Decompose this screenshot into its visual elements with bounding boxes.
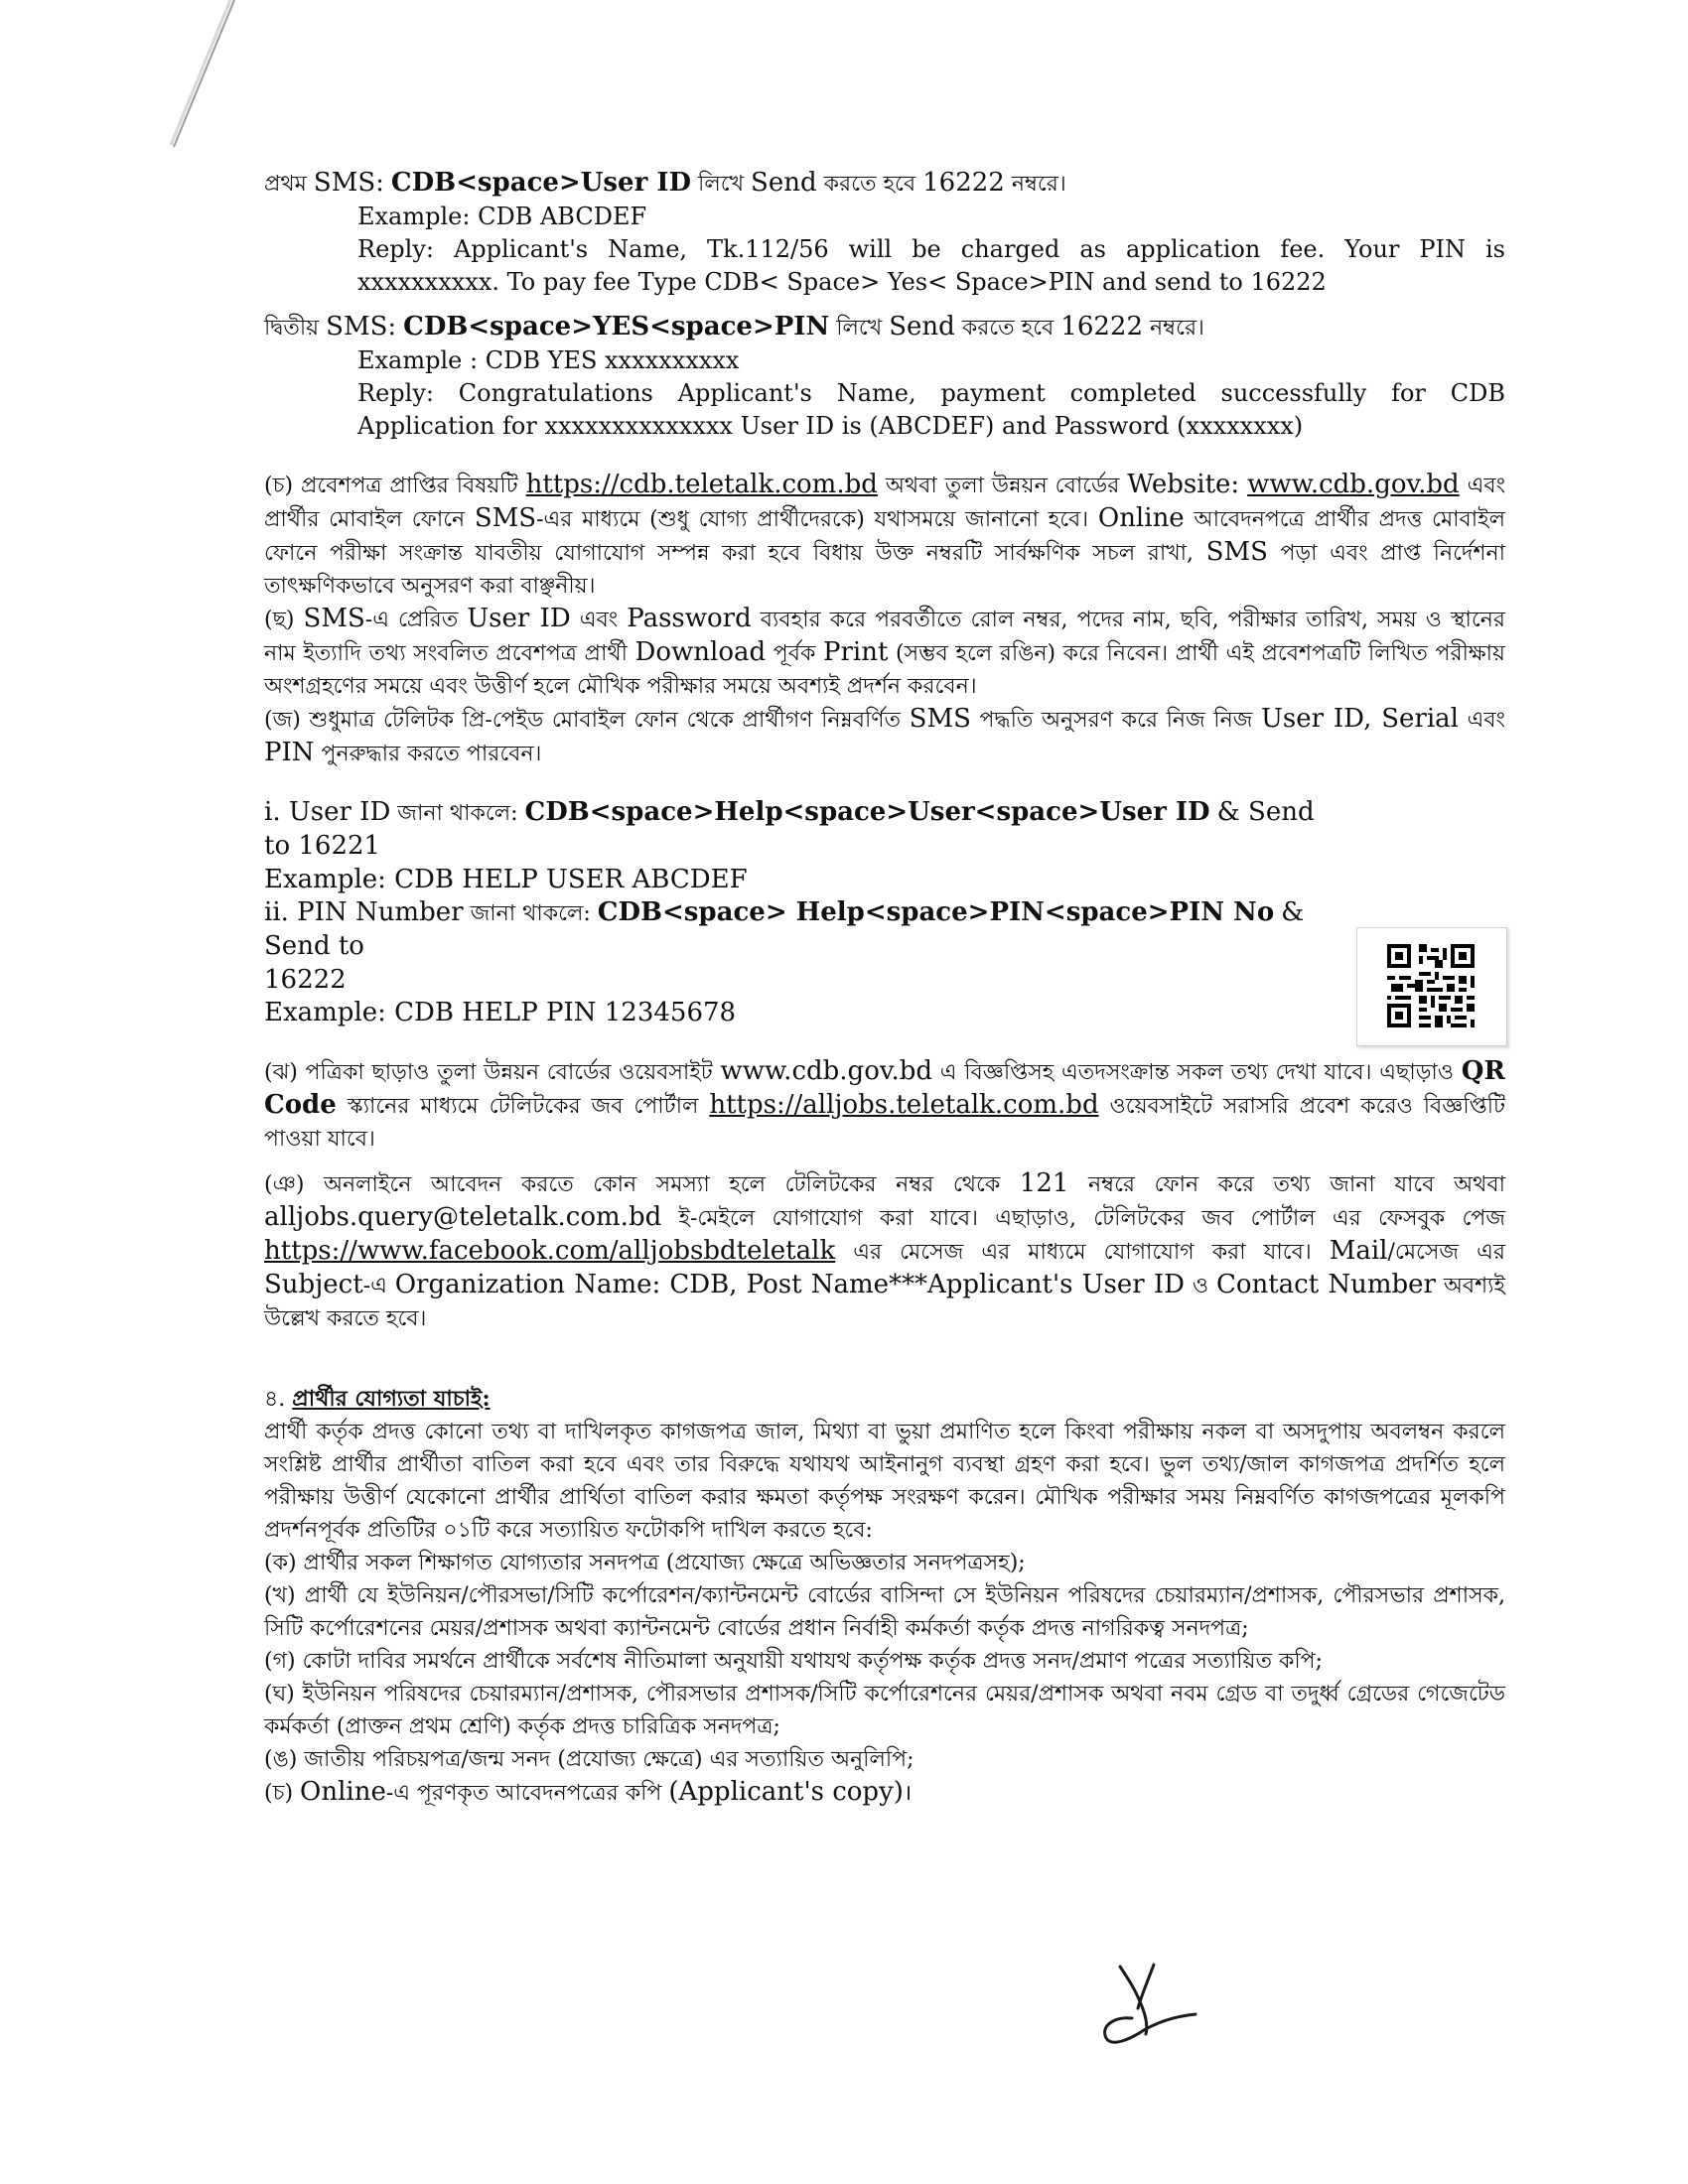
facebook-link[interactable]: https://www.facebook.com/alljobsbdteletalk xyxy=(264,1236,836,1266)
instruction-text: লিখে xyxy=(698,172,745,197)
alljobs-link[interactable]: https://alljobs.teletalk.com.bd xyxy=(709,1090,1099,1120)
sms-word: SMS: xyxy=(313,168,384,198)
retrieval-list xyxy=(264,796,1332,1029)
sms-number: 16222 xyxy=(922,168,1005,198)
cdb-website-link[interactable]: www.cdb.gov.bd xyxy=(1247,470,1460,499)
first-sms-command: CDB<space>User ID xyxy=(390,168,692,198)
document-item-kha: (খ) প্রার্থী যে ইউনিয়ন/পৌরসভা/সিটি কর্পোরেশন/ক্যান্টনমেন্ট বোর্ডের বাসিন্দা সে ইউনিয়ন পরিষদের চেয়ারম্যান/প্রশাসক, পৌরসভার প্রশাসক, সিটি কর্পোরেশনের মেয়র/প্রশাসক অথবা ক্যান্টনমেন্ট বোর্ডের প্রধান নির্বাহী কর্মকর্তা কর্তৃক প্রদত্ত নাগরিকত্ব সনদপত্র; xyxy=(264,1583,1505,1641)
document-item-umo: (ঙ) জাতীয় পরিচয়পত্র/জন্ম সনদ (প্রযোজ্য ক্ষেত্রে) এর সত্যায়িত অনুলিপি; xyxy=(264,1747,914,1772)
cdb-teletalk-link[interactable]: https://cdb.teletalk.com.bd xyxy=(525,470,878,499)
instruction-text: করতে হবে xyxy=(961,316,1055,341)
support-email: alljobs.query@teletalk.com.bd xyxy=(264,1202,662,1232)
paragraph-jha: (ঝ) পত্রিকা ছাড়াও তুলা উন্নয়ন বোর্ডের ওয়েবসাইট www.cdb.gov.bd এ বিজ্ঞপ্তিসহ এতদসংক্রান্ত সকল তথ্য দেখা যাবে। এছাড়াও QR Code স্ক্যানের মাধ্যমে টেলিটকের জব পোর্টাল https://alljobs.teletalk.com.bd ওয়েবসাইটে সরাসরি প্রবেশ করেও বিজ্ঞপ্তিটি পাওয়া যাবে। xyxy=(264,1056,1505,1152)
retrieval-item-pin: ii. PIN Number জানা থাকলে: CDB<space> Help<space>PIN<space>PIN No & Send to xyxy=(264,897,1305,961)
signature-mark xyxy=(1092,1961,1201,2050)
sms-number: 16222 xyxy=(1060,312,1144,341)
cdb-website-text: www.cdb.gov.bd xyxy=(720,1056,933,1086)
document-item-gha: (ঘ) ইউনিয়ন পরিষদের চেয়ারম্যান/প্রশাসক, পৌরসভার প্রশাসক/সিটি কর্পোরেশনের মেয়র/প্রশাসক অথবা নবম গ্রেড বা তদুর্ধ্ব গ্রেডের গেজেটেড কর্মকর্তা (প্রাক্তন প্রথম শ্রেণি) কর্তৃক প্রদত্ত চারিত্রিক সনদপত্র; xyxy=(264,1682,1505,1739)
section-4-intro: প্রার্থী কর্তৃক প্রদত্ত কোনো তথ্য বা দাখিলকৃত কাগজপত্র জাল, মিথ্যা বা ভুয়া প্রমাণিত হলে কিংবা পরীক্ষায় নকল বা অসদুপায় অবলম্বন করলে সংশ্লিষ্ট প্রার্থীর প্রার্থীতা বাতিল করা হবে এবং তার বিরুদ্ধে যথাযথ আইনানুগ ব্যবস্থা গ্রহণ করা হবে। ভুল তথ্য/জাল কাগজপত্র প্রদর্শিত হলে পরীক্ষায় উত্তীর্ণ যেকোনো প্রার্থীর প্রার্থিতা বাতিল করার ক্ষমতা কর্তৃপক্ষ সংরক্ষণ করেন। মৌখিক পরীক্ষার সময় নিম্নবর্ণিত কাগজপত্রের মূলকপি প্রদর্শনপূর্বক প্রতিটির ০১টি করে সত্যায়িত ফটোকপি দাখিল করতে হবে: xyxy=(264,1420,1505,1543)
instruction-text: করতে হবে xyxy=(823,172,916,197)
instruction-text: নম্বরে। xyxy=(1011,172,1066,197)
hotline-number: 121 xyxy=(1019,1168,1069,1198)
document-body xyxy=(264,167,1505,1810)
paragraph-cha: (চ) প্রবেশপত্র প্রাপ্তির বিষয়টি https://cdb.teletalk.com.bd অথবা তুলা উন্নয়ন বোর্ডের Website: www.cdb.gov.bd এবং প্রার্থীর মোবাইল ফোনে SMS-এর মাধ্যমে (শুধু যোগ্য প্রার্থীদেরকে) যথাসময়ে জানানো হবে। Online আবেদনপত্রে প্রার্থীর প্রদত্ত মোবাইল ফোনে পরীক্ষা সংক্রান্ত যাবতীয় যোগাযোগ সম্পন্ন করা হবে বিধায় উক্ত নম্বরটি সার্বক্ষণিক সচল রাখা, SMS পড়া এবং প্রাপ্ত নির্দেশনা তাৎক্ষণিকভাবে অনুসরণ করা বাঞ্ছনীয়। xyxy=(264,470,1506,599)
qr-code-icon xyxy=(1383,940,1478,1031)
document-item-ga: (গ) কোটা দাবির সমর্থনে প্রার্থীকে সর্বশেষ নীতিমালা অনুযায়ী যথাযথ কর্তৃপক্ষ কর্তৃক প্রদত্ত সনদ/প্রমাণ পত্রের সত্যায়িত কপি; xyxy=(264,1649,1323,1674)
retrieval-item-user-id-example: Example: CDB HELP USER ABCDEF xyxy=(264,865,748,894)
document-item-ka: (ক) প্রার্থীর সকল শিক্ষাগত যোগ্যতার সনদপত্র (প্রযোজ্য ক্ষেত্রে অভিজ্ঞতার সনদপত্রসহ); xyxy=(264,1551,1026,1575)
second-sms-label: দ্বিতীয় xyxy=(264,316,320,341)
second-sms-line xyxy=(264,311,1505,344)
second-sms-command: CDB<space>YES<space>PIN xyxy=(403,312,830,341)
document-item-cha: (চ) Online-এ পূরণকৃত আবেদনপত্রের কপি (Applicant's copy)। xyxy=(264,1777,913,1807)
qr-code-card[interactable] xyxy=(1356,927,1507,1046)
second-sms-reply: Reply: Congratulations Applicant's Name, payment completed successfully for CDB Application for xxxxxxxxxxxxxx User ID is (ABCDEF) and Password (xxxxxxxx) xyxy=(357,379,1505,440)
first-sms-line xyxy=(264,167,1505,201)
retrieval-item-pin-example: Example: CDB HELP PIN 12345678 xyxy=(264,998,737,1027)
paragraph-nya: (ঞ) অনলাইনে আবেদন করতে কোন সমস্যা হলে টেলিটকের নম্বর থেকে 121 নম্বরে ফোন করে তথ্য জানা যাবে অথবা alljobs.query@teletalk.com.bd ই-মেইলে যোগাযোগ করা যাবে। এছাড়াও, টেলিটকের জব পোর্টাল এর ফেসবুক পেজ https://www.facebook.com/alljobsbdteletalk এর মেসেজ এর মাধ্যমে যোগাযোগ করা যাবে। Mail/মেসেজ এর Subject-এ Organization Name: CDB, Post Name***Applicant's User ID ও Contact Number অবশ্যই উল্লেখ করতে হবে। xyxy=(264,1168,1505,1331)
instruction-text: নম্বরে। xyxy=(1150,316,1204,341)
retrieval-item-pin-number: 16222 xyxy=(264,965,347,995)
retrieval-item-user-id: i. User ID জানা থাকলে: CDB<space>Help<space>User<space>User ID & Send to 16221 xyxy=(264,797,1315,861)
section-4-heading: ৪. প্রার্থীর যোগ্যতা যাচাই: xyxy=(264,1386,491,1412)
send-word: Send xyxy=(889,312,955,341)
paragraph-chha: (ছ) SMS-এ প্রেরিত User ID এবং Password ব্যবহার করে পরবর্তীতে রোল নম্বর, পদের নাম, ছবি, পরীক্ষার তারিখ, সময় ও স্থানের নাম ইত্যাদি তথ্য সংবলিত প্রবেশপত্র প্রার্থী Download পূর্বক Print (সম্ভব হলে রঙিন) করে নিবেন। প্রার্থী এই প্রবেশপত্রটি লিখিত পরীক্ষায় অংশগ্রহণের সময়ে এবং উত্তীর্ণ হলে মৌখিক পরীক্ষার সময়ে অবশ্যই প্রদর্শন করবেন। xyxy=(264,604,1506,699)
second-sms-example: Example : CDB YES xxxxxxxxxx xyxy=(357,346,740,374)
sms-word: SMS: xyxy=(326,312,397,341)
first-sms-reply: Reply: Applicant's Name, Tk.112/56 will be charged as application fee. Your PIN is xxxxxxxxxx. To pay fee Type CDB< Space> Yes< Space>PIN and send to 16222 xyxy=(357,235,1505,296)
instruction-text: লিখে xyxy=(836,316,883,341)
send-word: Send xyxy=(751,168,817,198)
scan-edge-shadow xyxy=(0,0,238,149)
first-sms-example: Example: CDB ABCDEF xyxy=(357,203,647,230)
paragraph-ja: (জ) শুধুমাত্র টেলিটক প্রি-পেইড মোবাইল ফোন থেকে প্রার্থীগণ নিম্নবর্ণিত SMS পদ্ধতি অনুসরণ করে নিজ নিজ User ID, Serial এবং PIN পুনরুদ্ধার করতে পারবেন। xyxy=(264,704,1506,767)
first-sms-label: প্রথম xyxy=(264,172,307,197)
